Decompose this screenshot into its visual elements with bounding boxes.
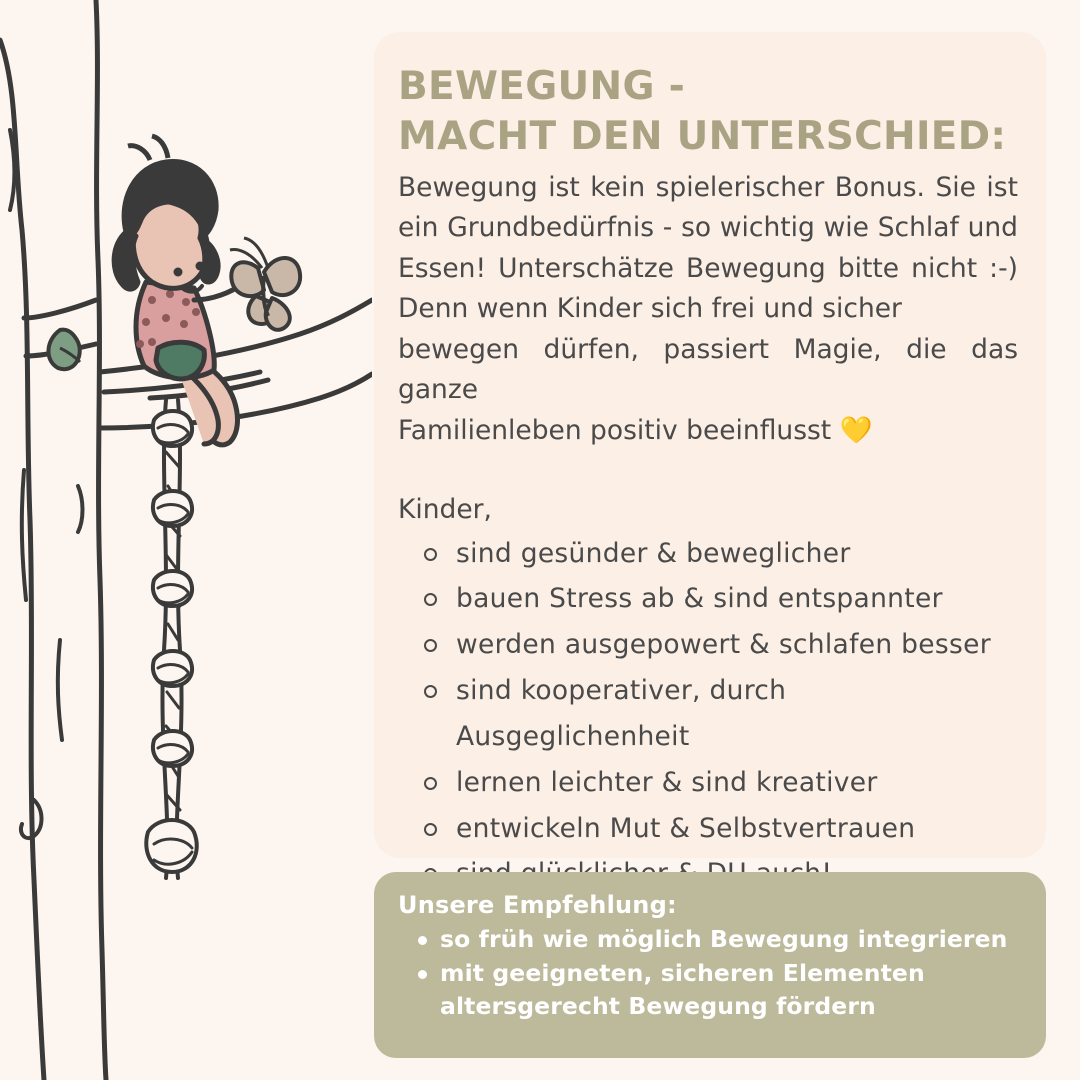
list-item: lernen leichter & sind kreativer (420, 760, 1018, 806)
recommendation-item-text: so früh wie möglich Bewegung integrieren (440, 925, 1008, 954)
list-intro-label: Kinder, (398, 493, 492, 525)
recommendation-item-text: mit geeigneten, sicheren Elementen (440, 958, 925, 987)
list-item: werden ausgepowert & schlafen besser (420, 622, 1018, 668)
recommendation-title: Unsere Empfehlung: (398, 891, 677, 919)
recommendation-item (416, 923, 1020, 956)
paragraph-line: Essen! Unterschätze Bewegung bitte nicht :-) (398, 252, 1018, 284)
headline-line-2: MACHT DEN UNTERSCHIED: (398, 113, 1007, 159)
paragraph-line: ein Grundbedürfnis - so wichtig wie Schlaf und (398, 212, 1018, 244)
tree-illustration (0, 0, 372, 1080)
paragraph-line: Denn wenn Kinder sich frei und sicher (398, 293, 902, 325)
paragraph-line-with-heart (398, 411, 1018, 452)
recommendation-item (416, 957, 1020, 1024)
paragraph-line: Bewegung ist kein spielerischer Bonus. Sie ist (398, 171, 1018, 203)
list-item: sind kooperativer, durch Ausgeglichenheit (420, 668, 1018, 760)
list-item: entwickeln Mut & Selbstvertrauen (420, 806, 1018, 852)
heart-icon: 💛 (839, 415, 873, 446)
recommendation-list (398, 923, 1020, 1023)
recommendation-item-subtext: altersgerecht Bewegung fördern (440, 991, 876, 1020)
list-item: sind gesünder & beweglicher (420, 531, 1018, 577)
paragraph-line: bewegen dürfen, passiert Magie, die das ganze (398, 333, 1018, 406)
recommendation-card (374, 872, 1046, 1058)
benefit-list (398, 531, 1018, 898)
list-item: bauen Stress ab & sind entspannter (420, 576, 1018, 622)
intro-paragraph (398, 168, 1018, 452)
paragraph-line: Familienleben positiv beeinflusst (398, 415, 832, 446)
page-title (398, 62, 1018, 162)
main-content-card (374, 32, 1046, 858)
headline-line-1: BEWEGUNG - (398, 64, 686, 109)
